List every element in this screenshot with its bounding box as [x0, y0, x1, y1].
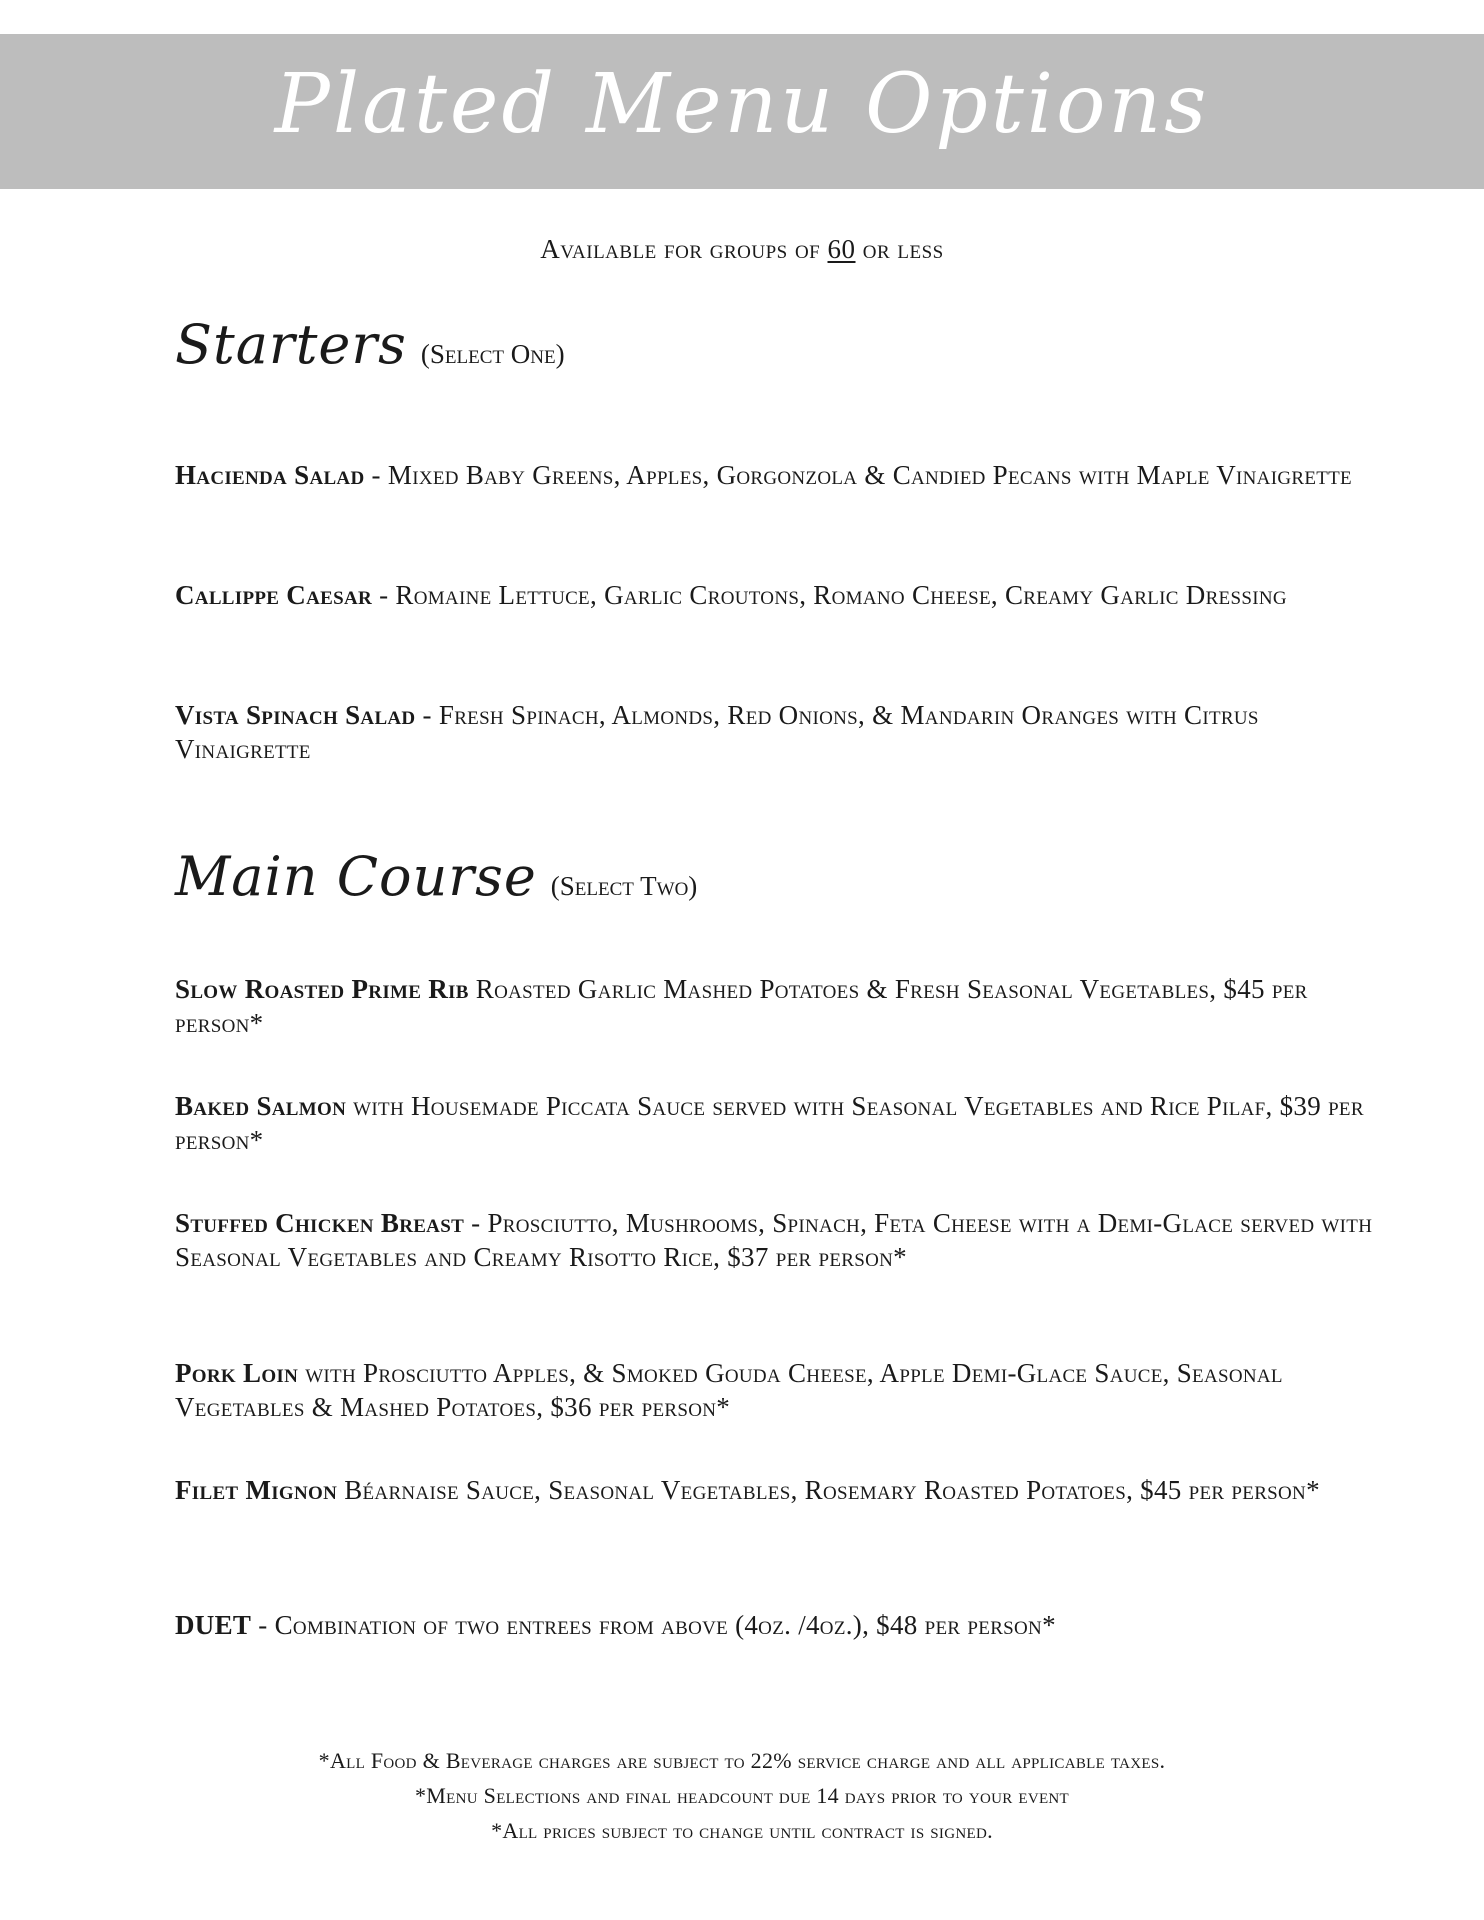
item-description: Béarnaise Sauce, Seasonal Vegetables, Rosemary Roasted Potatoes, $45 per person* [344, 1475, 1320, 1505]
item-description: Roasted Garlic Mashed Potatoes & Fresh Seasonal Vegetables, $45 per person* [175, 974, 1308, 1038]
main-course-title: Main Course [175, 845, 537, 908]
page-title: Plated Menu Options [274, 57, 1210, 152]
starter-item [175, 578, 1375, 612]
group-size-count: 60 [827, 234, 856, 264]
footnote-prices: *All prices subject to change until contract is signed. [491, 1818, 993, 1843]
item-description: - Prosciutto, Mushrooms, Spinach, Feta Cheese with a Demi-Glace served with Seasonal Vegetables and Creamy Risotto Rice, $37 per person* [175, 1208, 1373, 1272]
footnote-headcount: *Menu Selections and final headcount due 14 days prior to your event [414, 1783, 1070, 1808]
item-name: Pork Loin [175, 1358, 299, 1388]
item-name: Stuffed Chicken Breast [175, 1208, 465, 1238]
item-description: - Mixed Baby Greens, Apples, Gorgonzola & Candied Pecans with Maple Vinaigrette [371, 460, 1352, 490]
item-name: Vista Spinach Salad [175, 700, 416, 730]
item-name: DUET [175, 1610, 252, 1640]
item-name: Hacienda Salad [175, 460, 365, 490]
footnote-service-charge: *All Food & Beverage charges are subject to 22% service charge and all applicable taxes. [318, 1748, 1166, 1773]
main-course-item [175, 1089, 1375, 1157]
item-description: with Prosciutto Apples, & Smoked Gouda Cheese, Apple Demi-Glace Sauce, Seasonal Vegetables & Mashed Potatoes, $36 per person* [175, 1358, 1283, 1422]
item-name: Filet Mignon [175, 1475, 338, 1505]
starters-select-note: (Select One) [420, 339, 565, 369]
item-description: - Fresh Spinach, Almonds, Red Onions, & Mandarin Oranges with Citrus Vinaigrette [175, 700, 1259, 764]
item-name: Baked Salmon [175, 1091, 347, 1121]
item-description: - Romaine Lettuce, Garlic Croutons, Romano Cheese, Creamy Garlic Dressing [379, 580, 1287, 610]
availability-suffix: or less [862, 234, 944, 264]
item-name: Slow Roasted Prime Rib [175, 974, 469, 1004]
starters-title: Starters [175, 313, 407, 376]
availability-prefix: Available for groups of [540, 234, 821, 264]
item-name: Callippe Caesar [175, 580, 372, 610]
starter-item [175, 698, 1375, 766]
footnotes [0, 1743, 1484, 1848]
title-banner [0, 34, 1484, 189]
main-course-item [175, 1473, 1375, 1507]
main-course-item [175, 1206, 1375, 1274]
starters-heading [175, 313, 565, 376]
starter-item [175, 458, 1375, 492]
availability-note [0, 234, 1484, 265]
item-description: - Combination of two entrees from above (4oz. /4oz.), $48 per person* [258, 1610, 1056, 1640]
main-course-item [175, 972, 1375, 1040]
main-course-item [175, 1608, 1375, 1642]
main-course-item [175, 1356, 1375, 1424]
item-description: with Housemade Piccata Sauce served with Seasonal Vegetables and Rice Pilaf, $39 per person* [175, 1091, 1364, 1155]
main-course-select-note: (Select Two) [550, 871, 698, 901]
main-course-heading [175, 845, 698, 908]
